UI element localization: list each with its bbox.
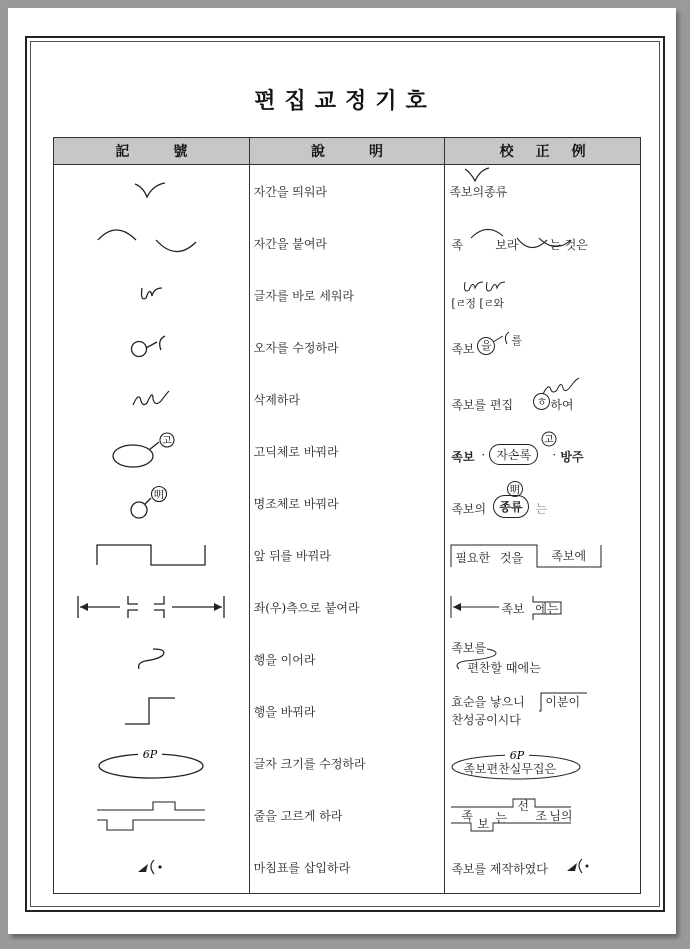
- row-description: 글자 크기를 수정하라: [249, 737, 445, 789]
- new-line-mark: [54, 685, 250, 737]
- delete-mark: [54, 373, 250, 425]
- straighten-mark: [54, 269, 250, 321]
- size-mark: [54, 737, 250, 789]
- row-example: 족보의종류: [445, 165, 641, 218]
- row-example: 족보를 제작하였다: [445, 841, 641, 894]
- row-example: 족 보라 는 것은: [445, 217, 641, 269]
- svg-text:6P: 6P: [143, 748, 158, 761]
- align-mark: [54, 789, 250, 841]
- row-example: 6P 족보편찬실무집은: [445, 737, 641, 789]
- row-example: 족 보 는 선 조 님의: [445, 789, 641, 841]
- move-mark: [54, 581, 250, 633]
- table-row: [54, 321, 641, 373]
- svg-text:明: 明: [154, 490, 165, 501]
- row-description: 글자를 바로 세워라: [249, 269, 445, 321]
- row-example: 족보를 편찬할 때에는: [445, 633, 641, 685]
- header-symbol: 記 號: [54, 138, 250, 165]
- row-example: 족보 을 를: [445, 321, 641, 373]
- table-row: [54, 269, 641, 321]
- page-title: 편집교정기호: [254, 89, 436, 114]
- run-on-mark: [54, 633, 250, 685]
- table-row: [54, 217, 641, 269]
- table-row: [54, 581, 641, 633]
- svg-text:明: 明: [510, 485, 521, 496]
- row-description: 고딕체로 바꿔라: [249, 425, 445, 477]
- table-row: [54, 841, 641, 894]
- period-insert-mark: [54, 841, 250, 894]
- close-up-mark: [54, 217, 250, 269]
- table-row: [54, 425, 641, 477]
- gothic-mark: [54, 425, 250, 477]
- svg-text:고: 고: [544, 435, 555, 446]
- swap-mark: [54, 529, 250, 581]
- proofreading-symbols-table: [53, 137, 641, 894]
- table-row: [54, 373, 641, 425]
- row-description: 오자를 수정하라: [249, 321, 445, 373]
- row-example: [ㄹ 정 [ㄹ 와: [445, 269, 641, 321]
- row-description: 자간을 띄워라: [249, 165, 445, 218]
- table-row: [54, 529, 641, 581]
- table-row: [54, 633, 641, 685]
- row-description: 자간을 붙여라: [249, 217, 445, 269]
- myeongjo-mark: [54, 477, 250, 529]
- svg-text:고: 고: [162, 436, 173, 447]
- row-example: 족보를 편집 ㅎ 하여: [445, 373, 641, 425]
- row-description: 줄을 고르게 하라: [249, 789, 445, 841]
- table-header-row: [54, 138, 641, 165]
- row-description: 앞 뒤를 바꿔라: [249, 529, 445, 581]
- table-row: [54, 685, 641, 737]
- row-description: 마침표를 삽입하라: [249, 841, 445, 894]
- row-example: 족보의 종류 明 는: [445, 477, 641, 529]
- row-description: 행을 이어라: [249, 633, 445, 685]
- header-example: 校 正 例: [445, 138, 641, 165]
- row-example: 족보 에는: [445, 581, 641, 633]
- space-insert-mark: [54, 165, 250, 218]
- row-description: 명조체로 바꿔라: [249, 477, 445, 529]
- table-row: [54, 789, 641, 841]
- table-row: [54, 477, 641, 529]
- row-example: 효순을 낳으니 이분이 찬성공이시다: [445, 685, 641, 737]
- row-example: 필요한 것을 족보에: [445, 529, 641, 581]
- row-description: 삭제하라: [249, 373, 445, 425]
- table-row: [54, 737, 641, 789]
- table-row: [54, 165, 641, 218]
- row-description: 행을 바꿔라: [249, 685, 445, 737]
- row-example: 족보 · 자손록 고 · 방주: [445, 425, 641, 477]
- header-description: 說 明: [249, 138, 445, 165]
- correct-mark: [54, 321, 250, 373]
- svg-text:6P: 6P: [510, 749, 525, 762]
- row-description: 좌(우)측으로 붙여라: [249, 581, 445, 633]
